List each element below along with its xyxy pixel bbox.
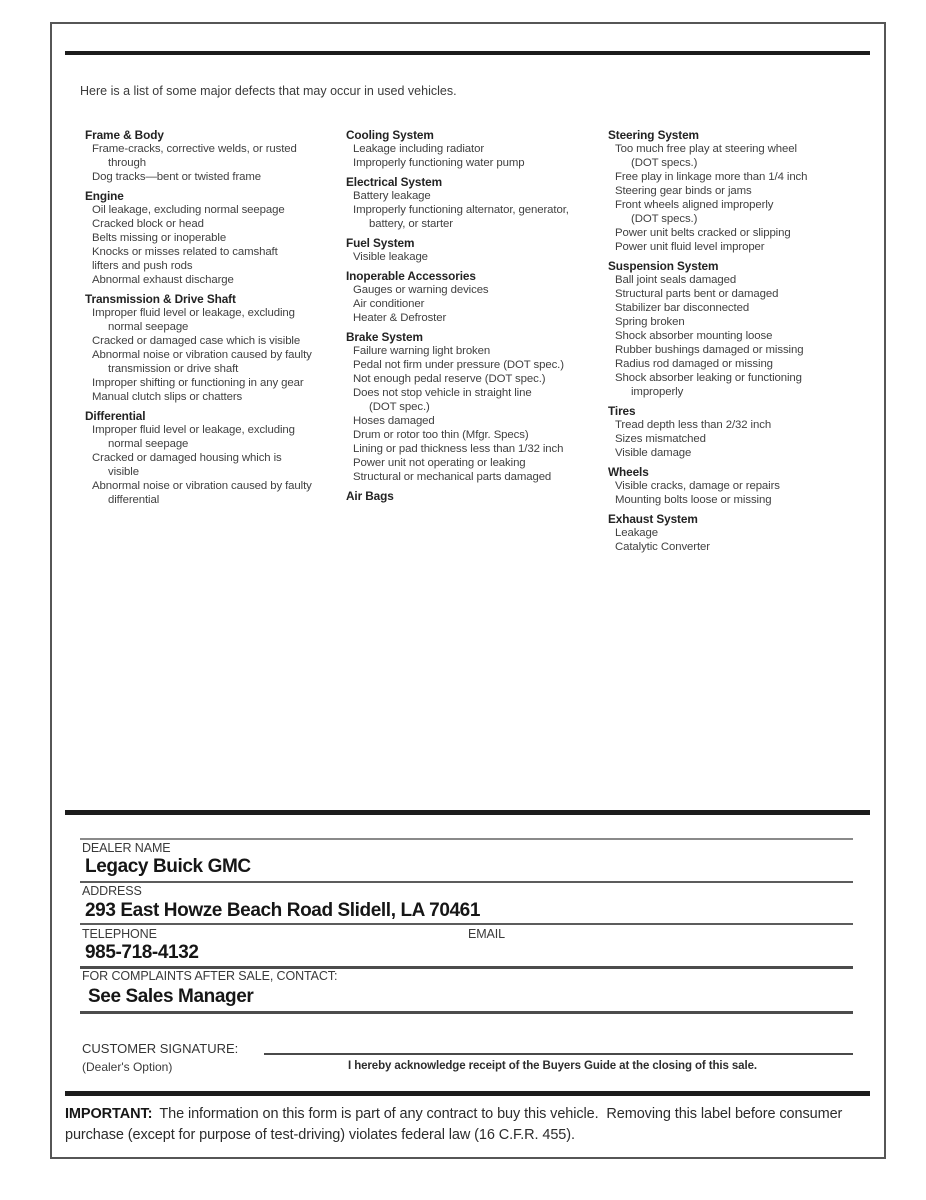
field-rule bbox=[80, 923, 853, 925]
defect-item: Cracked or damaged case which is visible bbox=[92, 335, 301, 347]
defect-item: Frame-cracks, corrective welds, or rusted bbox=[92, 143, 297, 155]
defect-item: Improper fluid level or leakage, excluding bbox=[92, 307, 295, 319]
defect-item: Cracked or damaged housing which is bbox=[92, 452, 282, 464]
defect-item: Abnormal noise or vibration caused by faulty bbox=[92, 349, 312, 361]
defect-item: Shock absorber mounting loose bbox=[615, 330, 773, 342]
defect-item: transmission or drive shaft bbox=[108, 363, 239, 375]
defect-item: Structural or mechanical parts damaged bbox=[353, 471, 552, 483]
defect-item: Free play in linkage more than 1/4 inch bbox=[615, 171, 808, 183]
defects-column bbox=[608, 128, 875, 554]
field-rule bbox=[80, 1011, 853, 1014]
address-value: 293 East Howze Beach Road Slidell, LA 70461 bbox=[85, 900, 480, 921]
defect-item: Leakage bbox=[615, 527, 659, 539]
defect-section-title: Transmission & Drive Shaft bbox=[85, 292, 236, 306]
address-label: ADDRESS bbox=[82, 884, 142, 898]
defect-item: Cracked block or head bbox=[92, 218, 204, 230]
defect-item: Battery leakage bbox=[353, 190, 431, 202]
defect-item: Structural parts bent or damaged bbox=[615, 288, 779, 300]
defect-section-title: Cooling System bbox=[346, 128, 434, 142]
defect-item: Improperly functioning alternator, generator, bbox=[353, 204, 569, 216]
defect-item: Steering gear binds or jams bbox=[615, 185, 752, 197]
defect-section-title: Inoperable Accessories bbox=[346, 269, 476, 283]
defect-item: Abnormal exhaust discharge bbox=[92, 274, 234, 286]
customer-signature-label: CUSTOMER SIGNATURE: bbox=[82, 1041, 239, 1056]
defect-section-title: Differential bbox=[85, 409, 146, 423]
defect-section-title: Steering System bbox=[608, 128, 699, 142]
defect-item: Rubber bushings damaged or missing bbox=[615, 344, 804, 356]
defect-item: Pedal not firm under pressure (DOT spec.) bbox=[353, 359, 564, 371]
defect-item: differential bbox=[108, 494, 160, 506]
defect-item: Catalytic Converter bbox=[615, 541, 710, 553]
defect-section-title: Wheels bbox=[608, 465, 649, 479]
defect-item: normal seepage bbox=[108, 438, 189, 450]
telephone-value: 985-718-4132 bbox=[85, 942, 199, 963]
defect-item: Visible damage bbox=[615, 447, 692, 459]
defect-item: Improper fluid level or leakage, excluding bbox=[92, 424, 295, 436]
defect-item: Belts missing or inoperable bbox=[92, 232, 227, 244]
defects-column bbox=[346, 128, 608, 554]
defect-item: battery, or starter bbox=[369, 218, 453, 230]
defect-section-title: Electrical System bbox=[346, 175, 443, 189]
acknowledgment-text: I hereby acknowledge receipt of the Buyers Guide at the closing of this sale. bbox=[348, 1060, 757, 1072]
dealers-option-label: (Dealer's Option) bbox=[82, 1060, 173, 1074]
defect-item: normal seepage bbox=[108, 321, 189, 333]
defect-section-title: Fuel System bbox=[346, 236, 415, 250]
defect-item: Too much free play at steering wheel bbox=[615, 143, 797, 155]
defect-item: Leakage including radiator bbox=[353, 143, 485, 155]
defect-item: Radius rod damaged or missing bbox=[615, 358, 773, 370]
defect-item: Tread depth less than 2/32 inch bbox=[615, 419, 772, 431]
defect-item: through bbox=[108, 157, 146, 169]
dealer-name-label: DEALER NAME bbox=[82, 841, 171, 855]
defect-item: Oil leakage, excluding normal seepage bbox=[92, 204, 285, 216]
defects-columns bbox=[85, 128, 875, 554]
important-text: The information on this form is part of any contract to buy this vehicle. Removing this label before consumer purchase (except for purpose of test-driving) violates federal law (16 C.F.R. 455). bbox=[65, 1106, 843, 1143]
defect-item: Spring broken bbox=[615, 316, 685, 328]
defect-section-title: Engine bbox=[85, 189, 124, 203]
defect-item: Visible cracks, damage or repairs bbox=[615, 480, 780, 492]
defect-item: Air conditioner bbox=[353, 298, 425, 310]
dealer-name-value: Legacy Buick GMC bbox=[85, 856, 251, 877]
defect-section-title: Exhaust System bbox=[608, 512, 698, 526]
defect-item: Power unit belts cracked or slipping bbox=[615, 227, 791, 239]
defect-item: Shock absorber leaking or functioning bbox=[615, 372, 802, 384]
field-rule bbox=[80, 838, 853, 840]
defect-item: Does not stop vehicle in straight line bbox=[353, 387, 532, 399]
defect-item: (DOT spec.) bbox=[369, 401, 430, 413]
important-label: IMPORTANT: bbox=[65, 1106, 153, 1122]
defect-item: (DOT specs.) bbox=[631, 157, 698, 169]
defect-item: Hoses damaged bbox=[353, 415, 435, 427]
defect-item: Not enough pedal reserve (DOT spec.) bbox=[353, 373, 546, 385]
defect-section-title: Brake System bbox=[346, 330, 423, 344]
complaints-contact-value: See Sales Manager bbox=[88, 986, 254, 1007]
defect-item: Power unit not operating or leaking bbox=[353, 457, 526, 469]
telephone-label: TELEPHONE bbox=[82, 927, 157, 941]
complaints-contact-label: FOR COMPLAINTS AFTER SALE, CONTACT: bbox=[82, 969, 338, 983]
defect-item: Drum or rotor too thin (Mfgr. Specs) bbox=[353, 429, 529, 441]
signature-line bbox=[264, 1053, 853, 1055]
defect-item: Mounting bolts loose or missing bbox=[615, 494, 772, 506]
email-label: EMAIL bbox=[468, 927, 506, 941]
defect-item: Power unit fluid level improper bbox=[615, 241, 765, 253]
defect-item: Manual clutch slips or chatters bbox=[92, 391, 243, 403]
defect-item: Improper shifting or functioning in any gear bbox=[92, 377, 304, 389]
defect-section-title: Air Bags bbox=[346, 489, 394, 503]
defect-item: Dog tracks—bent or twisted frame bbox=[92, 171, 261, 183]
defect-item: improperly bbox=[631, 386, 684, 398]
field-rule bbox=[80, 881, 853, 883]
defect-section-title: Suspension System bbox=[608, 259, 719, 273]
defect-item: Ball joint seals damaged bbox=[615, 274, 737, 286]
defects-column bbox=[85, 128, 346, 554]
defect-item: Sizes mismatched bbox=[615, 433, 706, 445]
defect-item: Front wheels aligned improperly bbox=[615, 199, 774, 211]
important-note bbox=[65, 1104, 869, 1146]
defect-section-title: Tires bbox=[608, 404, 636, 418]
defect-item: Knocks or misses related to camshaft bbox=[92, 246, 278, 258]
defect-section-title: Frame & Body bbox=[85, 128, 164, 142]
defect-item: lifters and push rods bbox=[92, 260, 193, 272]
defect-item: Gauges or warning devices bbox=[353, 284, 489, 296]
defect-item: Stabilizer bar disconnected bbox=[615, 302, 750, 314]
footer-divider-bar bbox=[65, 1091, 870, 1096]
defect-item: Heater & Defroster bbox=[353, 312, 447, 324]
defects-intro-text: Here is a list of some major defects that may occur in used vehicles. bbox=[80, 84, 457, 98]
defect-item: Abnormal noise or vibration caused by faulty bbox=[92, 480, 312, 492]
defect-item: Failure warning light broken bbox=[353, 345, 491, 357]
defect-item: visible bbox=[108, 466, 139, 478]
defect-item: (DOT specs.) bbox=[631, 213, 698, 225]
defect-item: Improperly functioning water pump bbox=[353, 157, 525, 169]
top-divider-bar bbox=[65, 51, 870, 55]
defect-item: Lining or pad thickness less than 1/32 inch bbox=[353, 443, 564, 455]
defect-item: Visible leakage bbox=[353, 251, 428, 263]
middle-divider-bar bbox=[65, 810, 870, 815]
